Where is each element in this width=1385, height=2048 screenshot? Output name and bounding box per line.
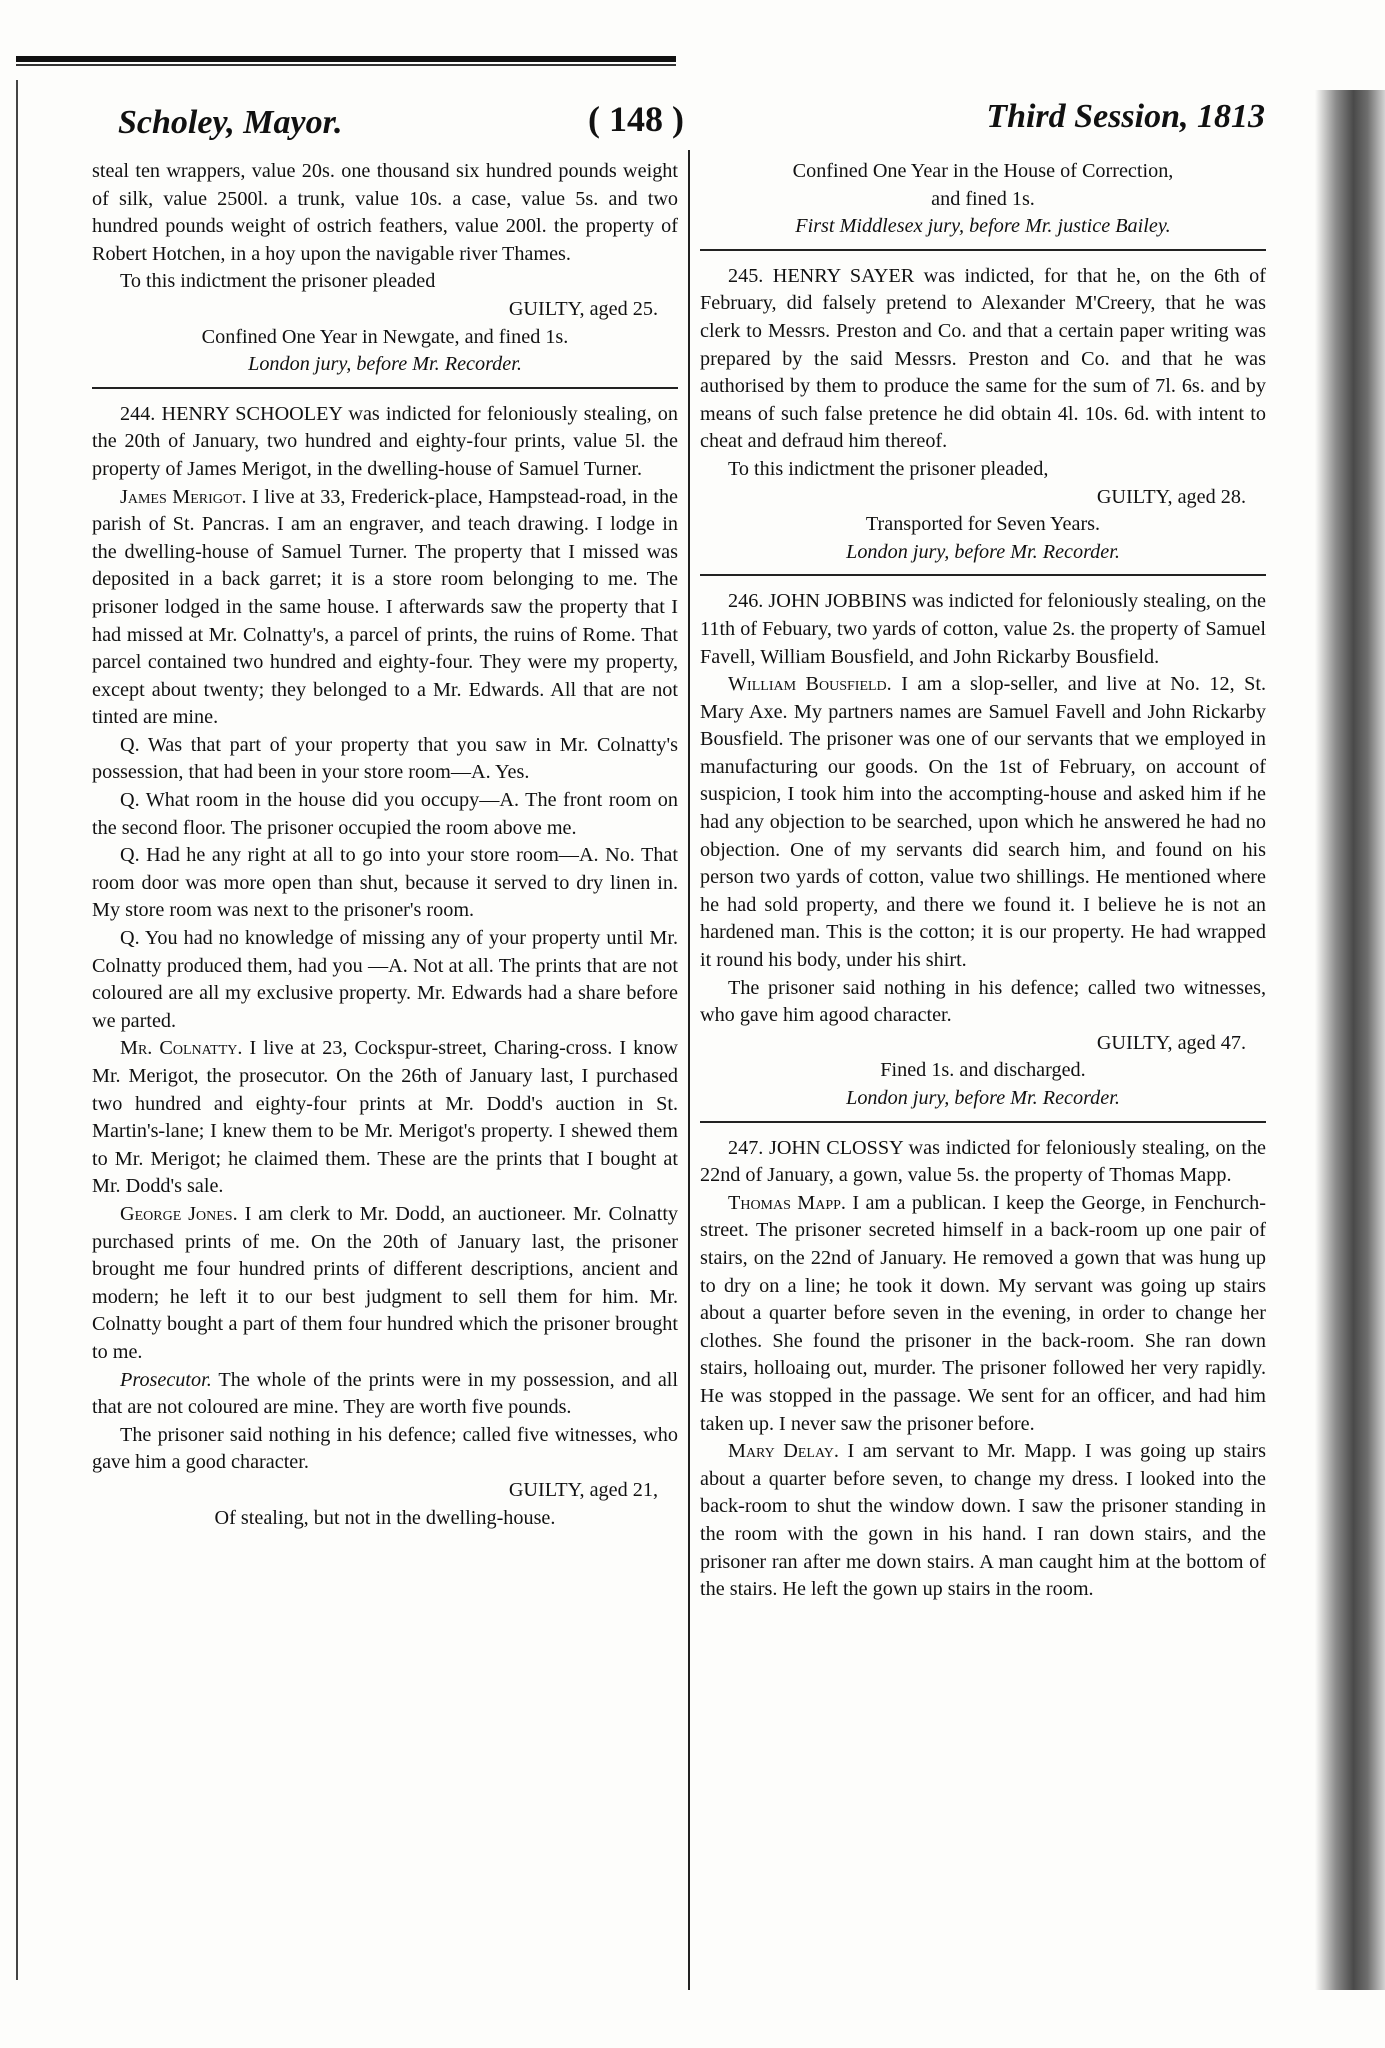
witness-text: I am servant to Mr. Mapp. I was going up stairs about a quarter before seven, to change my dress. I looked into the back-room to shut the window down. I saw the prisoner standing in the room with the gown in his hand. I ran down stairs, and the prisoner ran after me down stairs. A man caught him at the bottom of the stairs. He left the gown up stairs in the room. [700,1440,1266,1601]
column-divider [688,150,690,1990]
sentence-244: Of stealing, but not in the dwelling-house. [214,1506,556,1529]
case-246-indictment: 246. JOHN JOBBINS was indicted for feloniously stealing, on the 11th of Febuary, two yards of cotton, value 2s. the property of Samuel Favell, William Bousfield, and John Rickarby Bousfield. [700,590,1266,668]
witness-text: I am clerk to Mr. Dodd, an auctioneer. Mr. Colnatty purchased prints of me. On the 20th of January last, the prisoner brought me four hundred prints of different descriptions, ancient and modern; he left it to our best judgment to sell them for him. Mr. Colnatty bought a part of them four hundred which the prisoner brought to me. [92,1202,679,1363]
case-separator [700,574,1266,576]
left-column [92,158,678,1988]
testimony-delay [700,1438,1266,1604]
witness-name: William Bousfield. [728,673,892,696]
witness-name: Thomas Mapp. [728,1191,846,1214]
page-number: ( 148 ) [588,99,684,139]
testimony-prosecutor [92,1367,678,1422]
witness-name: James Merigot. [120,485,247,508]
jury-244b: First Middlesex jury, before Mr. justice Bailey. [795,215,1171,238]
testimony-colnatty [92,1035,678,1201]
sentence-244b-line1: Confined One Year in the House of Correction, [792,160,1174,182]
top-rule-thin [16,64,676,66]
question-4: Q. You had no knowledge of missing any of your property until Mr. Colnatty produced them, had you —A. Not at all. The prints that are not coloured are all my exclusive property. Mr. Edwards had a share before we parted. [92,927,678,1032]
testimony-mapp [700,1190,1266,1438]
witness-name: Mary Delay. [728,1440,839,1463]
header-mayor: Scholey, Mayor. [118,104,343,141]
book-binding-edge [1315,90,1385,1990]
plea-245: To this indictment the prisoner pleaded, [728,457,1049,480]
verdict-245: GUILTY, aged 28. [1096,485,1246,508]
witness-text: I am a publican. I keep the George, in Fenchurch-street. The prisoner secreted himself in a back-room up one pair of stairs, on the 22nd of January. He removed a gown that was hung up to dry on a line; he took it down. My servant was going up stairs about a quarter before seven in the evening, in order to change her clothes. She found the prisoner in the back-room. She ran down stairs, holloaing out, murder. The prisoner followed her very rapidly. He was stopped in the passage. We sent for an officer, and had him taken up. I never saw the prisoner before. [700,1191,1266,1435]
sentence-244b-line2: and fined 1s. [931,187,1035,210]
question-3: Q. Had he any right at all to go into your store room—A. No. That room door was more open than shut, because it served to dry linen in. My store room was next to the prisoner's room. [92,844,678,922]
case-separator [700,1121,1266,1123]
witness-name: George Jones. [120,1202,238,1225]
question-1: Q. Was that part of your property that you saw in Mr. Colnatty's possession, that had been in your store room—A. Yes. [92,733,678,784]
testimony-merigot [92,484,678,732]
verdict-246: GUILTY, aged 47. [1096,1031,1246,1054]
sentence-246: Fined 1s. and discharged. [880,1059,1086,1082]
case-separator [700,249,1266,251]
sentence-243: Confined One Year in Newgate, and fined 1s. [201,325,569,348]
jury-243: London jury, before Mr. Recorder. [248,353,522,376]
witness-text: The whole of the prints were in my possession, and all that are not coloured are mine. They are worth five pounds. [92,1368,678,1419]
case-244-indictment: 244. HENRY SCHOOLEY was indicted for feloniously stealing, on the 20th of January, two hundred and eighty-four prints, value 5l. the property of James Merigot, in the dwelling-house of Samuel Turner. [92,402,678,480]
case-245-indictment: 245. HENRY SAYER was indicted, for that he, on the 6th of February, did falsely pretend to Alexander M'Creery, that he was clerk to Messrs. Preston and Co. and that a certain paper writing was prepared by the said Messrs. Preston and Co. and that he was authorised by them to produce the same for the sum of 7l. 6s. and by means of such false pretence he did obtain 4l. 10s. 6d. with intent to cheat and defraud him thereof. [700,264,1266,453]
witness-text: I live at 33, Frederick-place, Hampstead-road, in the parish of St. Pancras. I am an engraver, and teach drawing. I lodge in the dwelling-house of Samuel Turner. The property that I missed was deposited in a back garret; it is a store room belonging to me. The prisoner lodged in the same house. I afterwards saw the property that I had missed at Mr. Colnatty's, a parcel of prints, the ruins of Rome. That parcel contained two hundred and eighty-four. They were my property, except about twenty; they belonged to a Mr. Edwards. All that are not tinted are mine. [92,485,679,729]
verdict-244: GUILTY, aged 21, [508,1478,658,1501]
case-247-indictment: 247. JOHN CLOSSY was indicted for feloniously stealing, on the 22nd of January, a gown, value 5s. the property of Thomas Mapp. [700,1136,1266,1187]
right-column [700,158,1266,1988]
witness-name: Mr. Colnatty. [120,1037,243,1060]
top-rule [16,56,676,62]
page-header [118,96,1265,152]
jury-245: London jury, before Mr. Recorder. [846,540,1120,563]
case-separator [92,387,678,389]
witness-text: I am a slop-seller, and live at No. 12, St. Mary Axe. My partners names are Samuel Favell and John Rickarby Bousfield. The prisoner was one of our servants that we employed in manufacturing our goods. On the 1st of February, on account of suspicion, I took him into the accompting-house and asked him if he had any objection to be searched, upon which he answered he had no objection. One of my servants did search him, and found on his person two yards of cotton, value two shillings. He mentioned where he had sold property, and there we found it. I believe he is not an hardened man. This is the cotton; it is our property. He had wrapped it round his body, under his shirt. [700,673,1266,972]
witness-text: I live at 23, Cockspur-street, Charing-cross. I know Mr. Merigot, the prosecutor. On the 26th of January last, I purchased two hundred and eighty-four prints at Mr. Dodd's auction in St. Martin's-lane; I knew them to be Mr. Merigot's property. I shewed them to Mr. Merigot; he claimed them. These are the prints that I bought at Mr. Dodd's sale. [92,1037,679,1198]
sentence-245: Transported for Seven Years. [865,513,1101,536]
testimony-jones [92,1201,678,1367]
testimony-bousfield [700,671,1266,975]
plea-243: To this indictment the prisoner pleaded [120,270,436,293]
defence-246: The prisoner said nothing in his defence; called two witnesses, who gave him agood character. [700,976,1266,1027]
witness-name: Prosecutor. [120,1368,212,1391]
case-243-continuation: steal ten wrappers, value 20s. one thousand six hundred pounds weight of silk, value 2500l. a trunk, value 10s. a case, value 5s. and two hundred pounds weight of ostrich feathers, value 200l. the property of Robert Hotchen, in a hoy upon the navigable river Thames. [92,160,678,265]
question-2: Q. What room in the house did you occupy—A. The front room on the second floor. The prisoner occupied the room above me. [92,789,678,839]
defence-244: The prisoner said nothing in his defence; called five witnesses, who gave him a good character. [92,1423,678,1474]
verdict-243: GUILTY, aged 25. [508,297,658,320]
jury-246: London jury, before Mr. Recorder. [846,1087,1120,1109]
header-session: Third Session, 1813 [986,98,1265,135]
page-left-edge [0,80,18,1980]
